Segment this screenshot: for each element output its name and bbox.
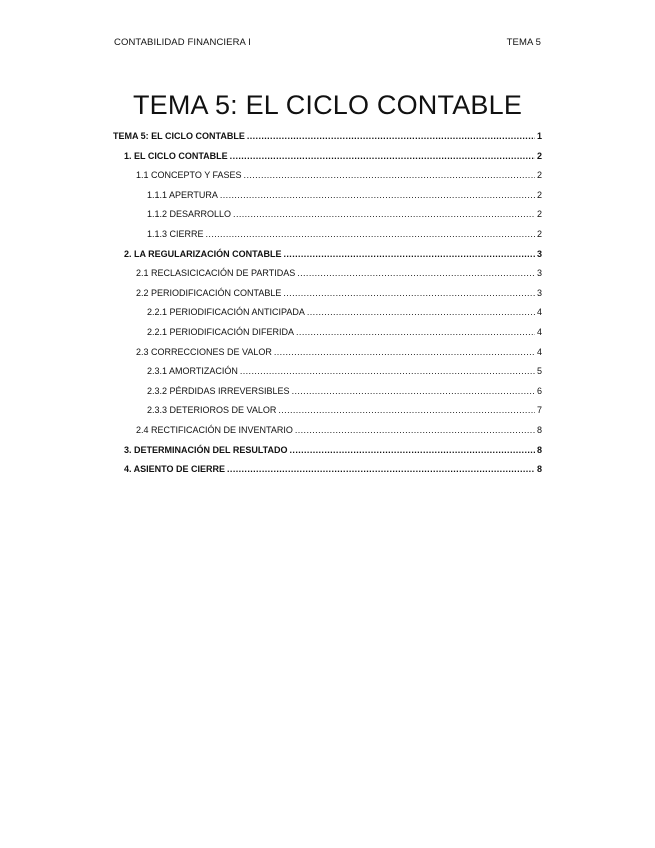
toc-leader-dots [227, 462, 535, 476]
toc-entry-label: 2.3 CORRECCIONES DE VALOR [136, 346, 272, 357]
toc-entry[interactable] [113, 129, 542, 143]
toc-entry-label: 1.1 CONCEPTO Y FASES [136, 170, 242, 181]
toc-entry[interactable] [124, 443, 542, 457]
toc-entry-page-number: 8 [536, 444, 542, 455]
toc-entry-label: 4. ASIENTO DE CIERRE [124, 464, 226, 475]
toc-entry-page-number: 6 [536, 385, 542, 396]
toc-entry-page-number: 4 [536, 307, 542, 318]
toc-entry-label: 2.2 PERIODIFICACIÓN CONTABLE [136, 287, 282, 298]
toc-leader-dots [307, 305, 535, 319]
toc-entry-page-number: 2 [536, 209, 542, 220]
toc-entry-label: 1. EL CICLO CONTABLE [124, 150, 228, 161]
toc-leader-dots [274, 345, 535, 359]
toc-entry-label: 2.2.1 PERIODIFICACIÓN ANTICIPADA [147, 307, 305, 318]
toc-entry-label: 1.1.3 CIERRE [147, 229, 204, 239]
toc-leader-dots [220, 188, 535, 202]
toc-entry-label: 2.4 RECTIFICACIÓN DE INVENTARIO [136, 425, 293, 435]
toc-entry[interactable] [147, 207, 542, 221]
toc-entry[interactable] [147, 403, 542, 417]
toc-entry-page-number: 2 [536, 229, 542, 239]
document-title: TEMA 5: EL CICLO CONTABLE [132, 90, 523, 120]
toc-entry-label: 2. LA REGULARIZACIÓN CONTABLE [124, 248, 282, 259]
toc-entry-page-number: 8 [536, 464, 542, 475]
toc-entry-page-number: 2 [536, 150, 542, 161]
toc-leader-dots [297, 266, 535, 280]
toc-leader-dots [296, 325, 535, 339]
toc-leader-dots [240, 364, 535, 378]
toc-entry-label: 2.3.2 PÉRDIDAS IRREVERSIBLES [147, 385, 290, 396]
toc-entry[interactable] [136, 286, 542, 300]
toc-leader-dots [295, 423, 535, 437]
toc-entry-page-number: 4 [536, 346, 542, 357]
toc-entry[interactable] [147, 305, 542, 319]
toc-entry-label: TEMA 5: EL CICLO CONTABLE [113, 131, 245, 141]
toc-entry-page-number: 3 [536, 248, 542, 259]
toc-entry-page-number: 1 [536, 131, 542, 141]
toc-entry-page-number: 2 [536, 189, 542, 200]
header-course-title: CONTABILIDAD FINANCIERA I [114, 37, 251, 48]
toc-entry-label: 2.1 RECLASICICACIÓN DE PARTIDAS [136, 268, 296, 279]
toc-leader-dots [284, 247, 535, 261]
toc-leader-dots [244, 168, 535, 182]
toc-leader-dots [290, 443, 535, 457]
toc-entry[interactable] [147, 227, 542, 241]
toc-entry-label: 1.1.1 APERTURA [147, 189, 218, 200]
toc-entry[interactable] [147, 325, 542, 339]
toc-leader-dots [230, 149, 535, 163]
toc-entry-page-number: 3 [536, 268, 542, 279]
toc-entry-page-number: 5 [536, 366, 542, 377]
toc-entry[interactable] [124, 149, 542, 163]
toc-entry[interactable] [124, 462, 542, 476]
toc-entry-page-number: 4 [536, 327, 542, 337]
toc-leader-dots [233, 207, 535, 221]
toc-entry[interactable] [147, 384, 542, 398]
toc-leader-dots [206, 227, 535, 241]
toc-entry-label: 2.2.1 PERIODIFICACIÓN DIFERIDA [147, 327, 295, 337]
toc-entry-label: 3. DETERMINACIÓN DEL RESULTADO [124, 444, 288, 455]
toc-entry[interactable] [124, 247, 542, 261]
toc-leader-dots [278, 403, 535, 417]
toc-leader-dots [292, 384, 535, 398]
toc-entry[interactable] [136, 423, 542, 437]
toc-entry[interactable] [136, 345, 542, 359]
toc-entry-page-number: 7 [536, 405, 542, 416]
page-header [114, 37, 541, 48]
toc-entry[interactable] [136, 168, 542, 182]
toc-entry-label: 1.1.2 DESARROLLO [147, 209, 232, 220]
toc-entry-page-number: 2 [536, 170, 542, 181]
toc-entry-label: 2.3.3 DETERIOROS DE VALOR [147, 405, 277, 416]
toc-leader-dots [283, 286, 535, 300]
toc-entry-page-number: 8 [536, 425, 542, 435]
toc-leader-dots [247, 129, 535, 143]
toc-entry[interactable] [136, 266, 542, 280]
header-topic-label: TEMA 5 [506, 37, 541, 48]
toc-entry-page-number: 3 [536, 287, 542, 298]
toc-entry-label: 2.3.1 AMORTIZACIÓN [147, 366, 238, 377]
toc-entry[interactable] [147, 364, 542, 378]
toc-entry[interactable] [147, 188, 542, 202]
